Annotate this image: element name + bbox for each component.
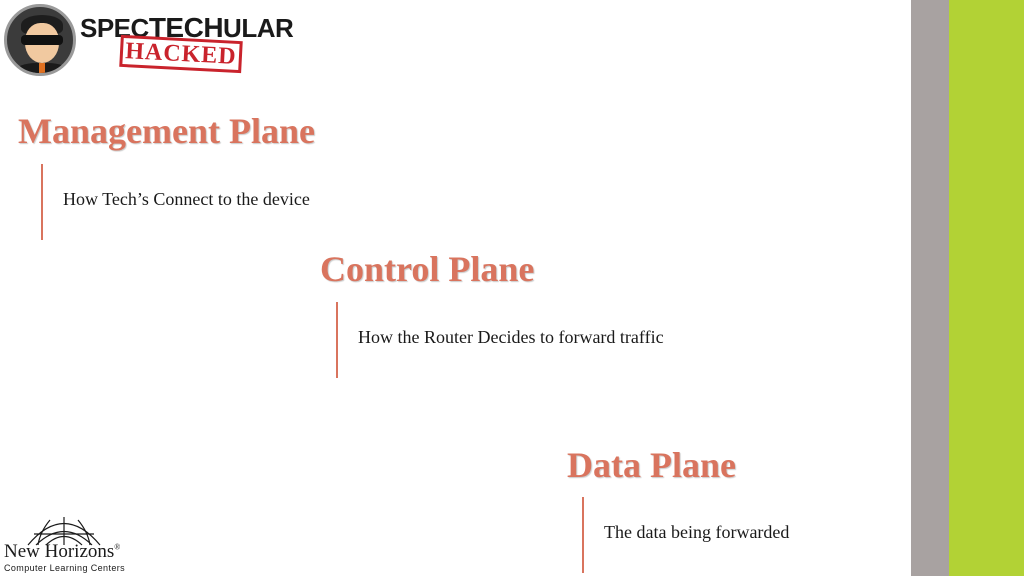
brand-wordmark: SPECTECHULAR: [80, 12, 294, 43]
hacker-avatar-icon: [4, 4, 76, 76]
new-horizons-logo: [4, 516, 130, 574]
hacked-stamp: HACKED: [119, 35, 243, 73]
management-plane-divider: [41, 164, 43, 240]
control-plane-divider: [336, 302, 338, 378]
side-stripe-green: [949, 0, 1024, 576]
management-plane-heading: Management Plane: [18, 111, 315, 151]
control-plane-description: How the Router Decides to forward traffic: [358, 327, 664, 347]
new-horizons-name: New Horizons®: [4, 541, 121, 562]
new-horizons-tagline: Computer Learning Centers: [4, 563, 126, 573]
data-plane-divider: [582, 497, 584, 573]
data-plane-heading: Data Plane: [567, 445, 736, 485]
data-plane-description: The data being forwarded: [604, 522, 790, 542]
side-stripe-gray: [911, 0, 949, 576]
control-plane-heading: Control Plane: [320, 249, 535, 289]
spectechular-logo: [4, 4, 304, 80]
management-plane-description: How Tech’s Connect to the device: [63, 189, 310, 209]
